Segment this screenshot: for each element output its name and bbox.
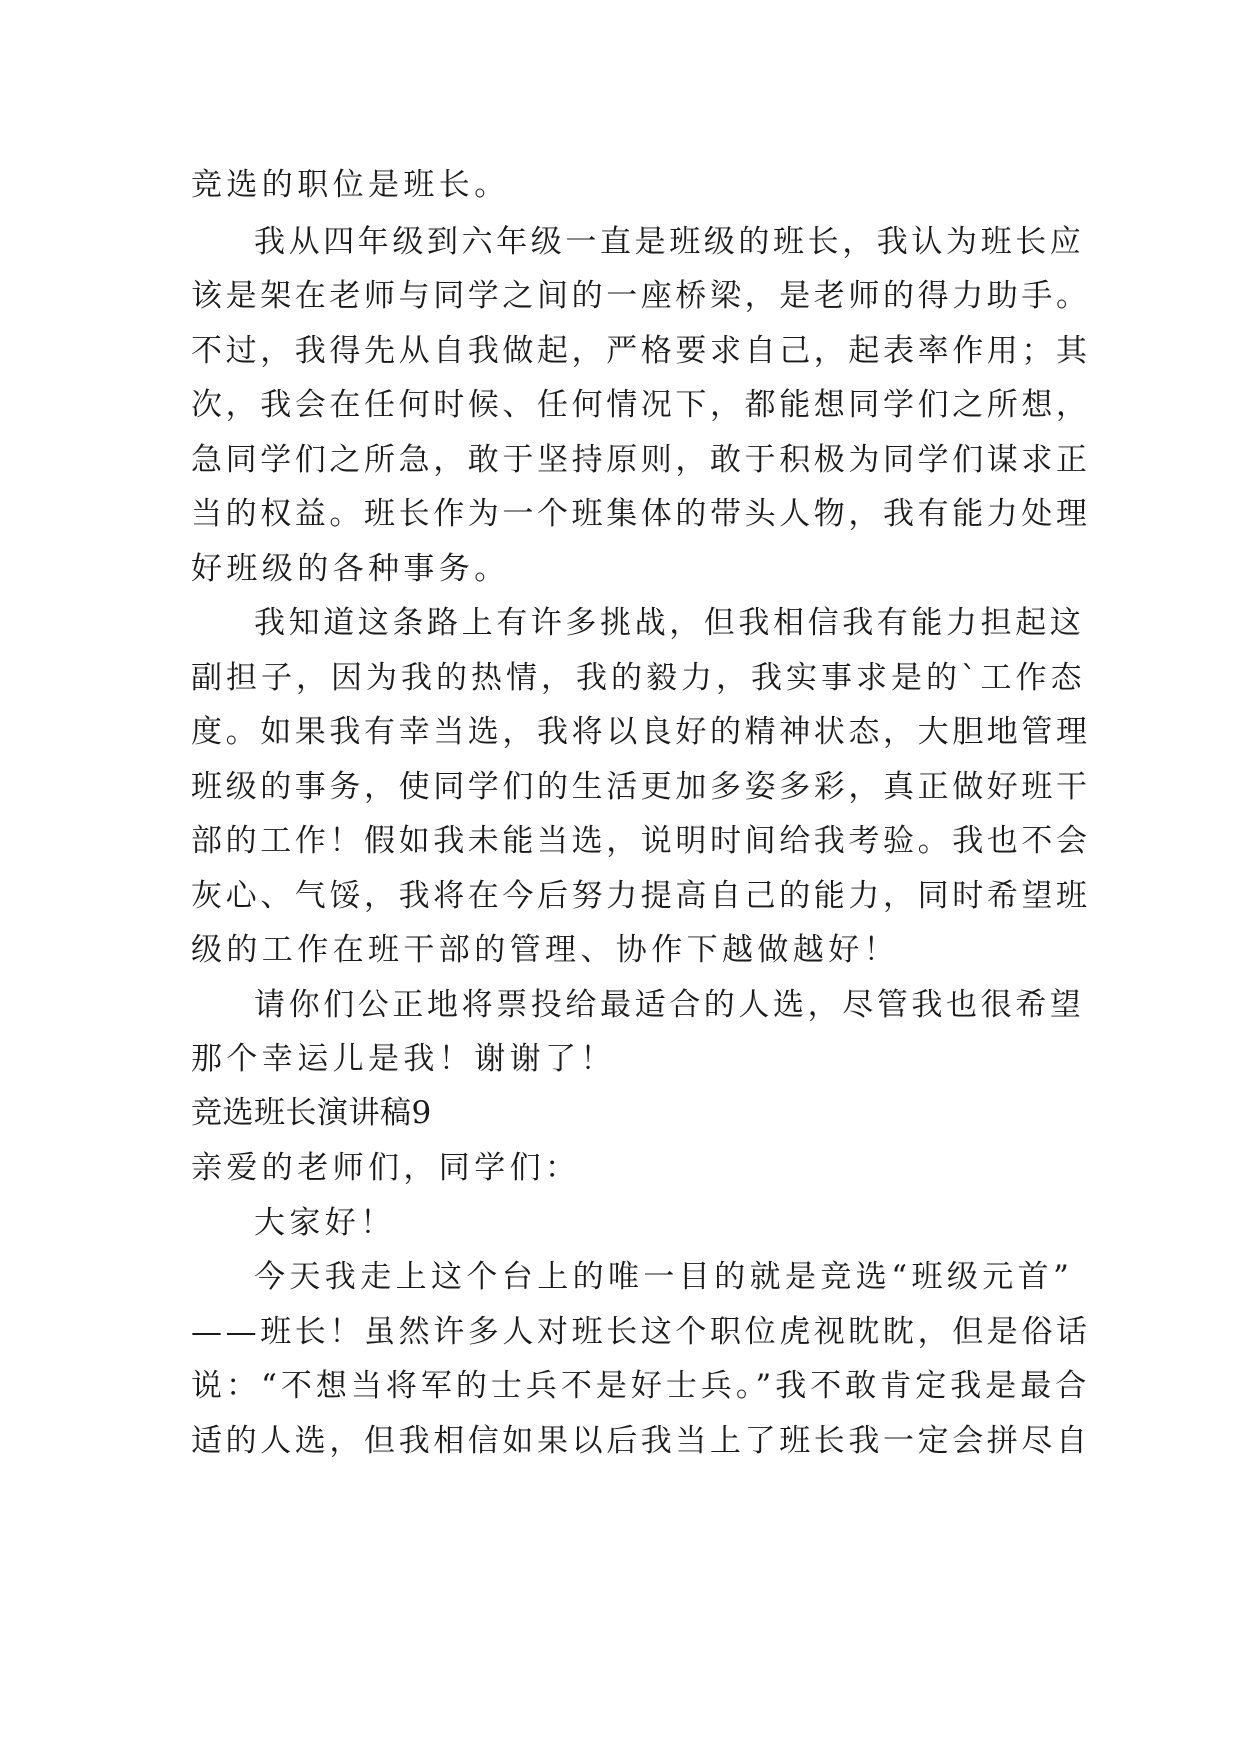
paragraph-line: 适的人选，但我相信如果以后我当上了班长我一定会拼尽自 (191, 1423, 1091, 1459)
paragraph-line: 度。如果我有幸当选，我将以良好的精神状态，大胆地管理 (191, 714, 1091, 750)
paragraph-line: 当的权益。班长作为一个班集体的带头人物，我有能力处理 (191, 496, 1091, 532)
paragraph-line: 那个幸运儿是我！谢谢了！ (191, 1041, 616, 1077)
paragraph-line: 该是架在老师与同学之间的一座桥梁，是老师的得力助手。 (191, 278, 1091, 314)
salutation: 亲爱的老师们，同学们： (191, 1150, 581, 1186)
paragraph-line: 灰心、气馁，我将在今后努力提高自己的能力，同时希望班 (191, 878, 1091, 914)
paragraph-line: ——班长！虽然许多人对班长这个职位虎视眈眈，但是俗话 (191, 1314, 1091, 1350)
paragraph-line: 今天我走上这个台上的唯一目的就是竞选“班级元首” (254, 1259, 1074, 1295)
paragraph-line: 次，我会在任何时候、任何情况下，都能想同学们之所想， (191, 387, 1091, 423)
paragraph-line: 我从四年级到六年级一直是班级的班长，我认为班长应 (254, 224, 1085, 260)
paragraph-line: 好班级的各种事务。 (191, 551, 510, 587)
paragraph-line: 级的工作在班干部的管理、协作下越做越好！ (191, 932, 899, 968)
paragraph-line: 竞选的职位是班长。 (191, 167, 510, 203)
greeting: 大家好！ (254, 1205, 396, 1241)
paragraph-line: 不过，我得先从自我做起，严格要求自己，起表率作用；其 (191, 333, 1091, 369)
section-heading: 竞选班长演讲稿9 (191, 1095, 432, 1131)
paragraph-line: 我知道这条路上有许多挑战，但我相信我有能力担起这 (254, 605, 1085, 641)
paragraph-line: 部的工作！假如我未能当选，说明时间给我考验。我也不会 (191, 823, 1091, 859)
paragraph-line: 请你们公正地将票投给最适合的人选，尽管我也很希望 (254, 987, 1085, 1023)
paragraph-line: 说：“不想当将军的士兵不是好士兵。”我不敢肯定我是最合 (191, 1368, 1091, 1404)
paragraph-line: 副担子，因为我的热情，我的毅力，我实事求是的`工作态 (191, 660, 1086, 696)
paragraph-line: 急同学们之所急，敢于坚持原则，敢于积极为同学们谋求正 (191, 442, 1091, 478)
paragraph-line: 班级的事务，使同学们的生活更加多姿多彩，真正做好班干 (191, 769, 1091, 805)
